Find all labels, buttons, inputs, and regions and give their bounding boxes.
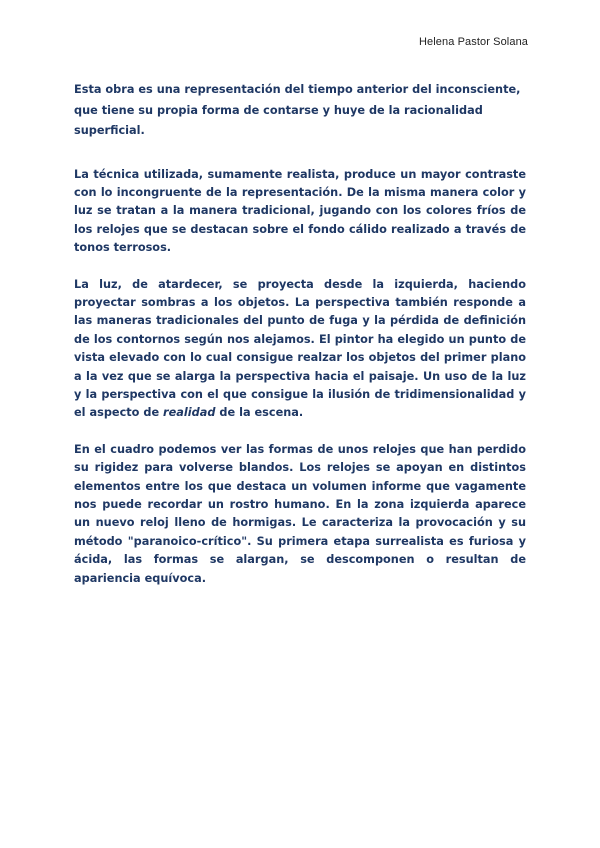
header-author-name: Helena Pastor Solana bbox=[418, 36, 528, 48]
paragraph-intro: Esta obra es una representación del tiempo anterior del inconsciente, que tiene su propia forma de contarse y huye de la racionalidad superficial. bbox=[74, 83, 521, 137]
paragraph-technique: La técnica utilizada, sumamente realista, produce un mayor contraste con lo incongruente de la representación. De la misma manera color y luz se tratan a la manera tradicional, jugando con los colores fríos de los relojes que se destacan sobre el fondo cálido realizado a través de tonos terrosos. bbox=[74, 167, 526, 255]
paragraph-light-perspective bbox=[74, 276, 526, 423]
paragraph-light-text-end: de la escena. bbox=[215, 406, 304, 420]
italic-realidad: realidad bbox=[163, 406, 216, 420]
document-body bbox=[74, 80, 526, 606]
paragraph-light-text: La luz, de atardecer, se proyecta desde la izquierda, haciendo proyectar sombras a los objetos. La perspectiva también responde a las maneras tradicionales del punto de fuga y la pérdida de definición de los contornos según nos alejamos. El pintor ha elegido un punto de vista elevado con lo cual consigue realzar los objetos del primer plano a la vez que se alarga la perspectiva hacia el paisaje. Un uso de la luz y la perspectiva con el que consigue la ilusión de tridimensionalidad y el aspecto de bbox=[74, 277, 526, 420]
paragraph-clocks: En el cuadro podemos ver las formas de unos relojes que han perdido su rigidez para volverse blandos. Los relojes se apoyan en distintos elementos entre los que destaca un volumen informe que vagamente nos puede recordar un rostro humano. En la zona izquierda aparece un nuevo reloj lleno de hormigas. Le caracteriza la provocación y su método "paranoico-crítico". Su primera etapa surrealista es furiosa y ácida, las formas se alargan, se descomponen o resultan de apariencia equívoca. bbox=[74, 442, 526, 585]
